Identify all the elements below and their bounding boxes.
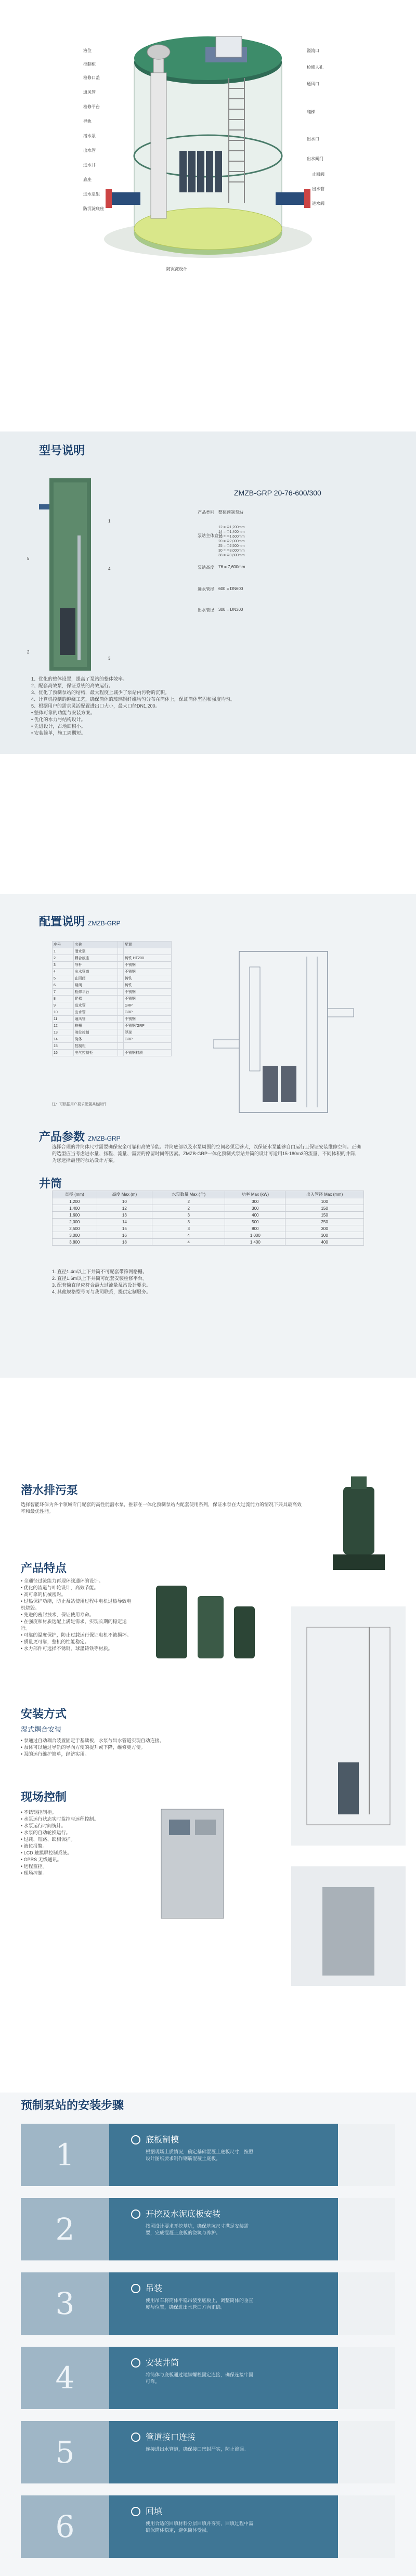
pump-feature: • 全通径过流能力再现环线通环的设计。 (21, 1578, 103, 1584)
install-step (21, 2421, 395, 2483)
pump-station-cutaway-illustration (0, 0, 416, 283)
model-feature: • 整体可靠的功能与安装方案。 (31, 710, 95, 715)
config-cell: 爬梯 (73, 996, 118, 1002)
config-col: 序号 (53, 942, 74, 948)
install-step-body (109, 2198, 338, 2260)
params-heading (39, 1128, 121, 1144)
well-cell: 4 (152, 1239, 225, 1246)
config-table-row (53, 1029, 172, 1036)
step-check-icon (131, 2433, 140, 2442)
well-cell: 150 (285, 1205, 364, 1212)
well-cell: 4 (152, 1232, 225, 1239)
config-cell: 6 (53, 982, 74, 989)
control-item: • 液位报警。 (21, 1843, 47, 1849)
well-table-header (53, 1191, 364, 1198)
config-table-row (53, 1023, 172, 1029)
install-step-number: 6 (21, 2495, 109, 2558)
control-item: • GPRS 无线通讯。 (21, 1857, 62, 1862)
config-cell: 4 (53, 969, 74, 975)
pump-feature: • 高可靠的机械密封。 (21, 1592, 66, 1597)
config-cell: 进水管 (73, 1002, 118, 1009)
hero-label-left-5: 检修平台 (83, 104, 100, 109)
config-cell: 潜水泵 (73, 948, 118, 955)
install-mode-item: • 泵通过自动耦合装置固定于基础板，水泵与出水管道实现自动连接。 (21, 1738, 164, 1743)
well-cell: 3 (152, 1212, 225, 1219)
well-cell: 10 (97, 1198, 152, 1205)
config-col: 配置 (123, 942, 171, 948)
config-cell: 9 (53, 1002, 74, 1009)
hero-label-right-4: 爬梯 (307, 110, 315, 114)
hero-section (0, 0, 416, 283)
model-product-type: 整体预制泵站 (218, 510, 243, 515)
model-height-value: 76 = 7,600mm (218, 565, 245, 569)
install-step-illustration (338, 2347, 395, 2409)
install-step-illustration (338, 2272, 395, 2335)
config-cell (118, 1050, 124, 1056)
well-cell: 2 (152, 1198, 225, 1205)
well-cell: 1,400 (53, 1205, 97, 1212)
well-table-row (53, 1205, 364, 1212)
config-table-row (53, 989, 172, 996)
config-cell: 导杆 (73, 962, 118, 969)
model-feature: 1、优化的整体设置，提高了泵站的整体效率。 (31, 676, 128, 682)
config-cell: GRP (123, 1009, 171, 1016)
config-cell: 耦合底座 (73, 955, 118, 962)
config-table-row (53, 1036, 172, 1043)
config-cell: 铸铁 (123, 975, 171, 982)
model-callout-diameter: 泵站主体直径 (198, 533, 223, 538)
well-cell: 13 (97, 1212, 152, 1219)
install-step-number: 3 (21, 2272, 109, 2335)
install-step-title: 底板制模 (146, 2136, 179, 2145)
install-step-desc: 将筒体与底板通过地脚螺栓固定连接，确保连接牢固可靠。 (146, 2372, 254, 2384)
config-cell: 格栅 (73, 1023, 118, 1029)
install-step-title: 安装井筒 (146, 2359, 179, 2368)
pump-feature: • 质量更可靠，整机的性能稳定。 (21, 1639, 89, 1644)
install-step (21, 2272, 395, 2335)
well-table-row (53, 1225, 364, 1232)
params-heading-text: 产品参数 (39, 1130, 85, 1143)
pump-intro: 选择智能环保为各个领域专门配套的高性能潜水泵，推荐在一体化预制泵站内配套使用系列，保证水泵在大过流能力的情况下兼具最高效率和最优性能。 (21, 1502, 302, 1514)
hero-label-right-9: 进水阀 (312, 201, 324, 206)
well-note: 3. 配套筒直径应符合最大过流量泵站设计要求。 (52, 1283, 151, 1288)
install-heading: 预制泵站的安装步骤 (21, 2099, 124, 2112)
hero-label-right-6: 出水阀门 (307, 156, 323, 161)
well-cell: 500 (225, 1219, 285, 1225)
well-cell: 18 (97, 1239, 152, 1246)
well-cell: 400 (285, 1239, 364, 1246)
well-table-row (53, 1198, 364, 1205)
control-item: • 不锈钢控制柜。 (21, 1810, 57, 1815)
config-schematic (213, 936, 364, 1123)
hero-label-left-10: 底座 (83, 177, 92, 182)
config-table-row (53, 1009, 172, 1016)
pump-photo (322, 1476, 395, 1580)
step-check-icon (131, 2284, 140, 2293)
control-install-photo (291, 1866, 406, 1986)
well-table-row (53, 1212, 364, 1219)
hero-label-left-8: 出水管 (83, 148, 96, 153)
config-cell (118, 1023, 124, 1029)
model-side-number-5: 5 (27, 556, 30, 561)
config-cell: 筒体 (73, 1036, 118, 1043)
hero-label-left-2: 控制柜 (83, 62, 96, 67)
well-cell: 1,000 (225, 1232, 285, 1239)
well-note: 4. 其他规格型号可与我司联系，提供定制服务。 (52, 1289, 151, 1294)
model-side-number-1: 1 (108, 519, 111, 524)
model-feature-list (31, 676, 385, 737)
step-check-icon (131, 2135, 140, 2145)
config-cell: GRP (123, 1036, 171, 1043)
config-cell (118, 982, 124, 989)
install-step-title: 开挖及水泥底板安装 (146, 2210, 221, 2219)
install-step-illustration (338, 2421, 395, 2483)
config-cell (118, 996, 124, 1002)
install-step (21, 2495, 395, 2558)
install-step-number: 5 (21, 2421, 109, 2483)
config-table (52, 941, 172, 1056)
hero-bottom-label: 防沉淀设计 (166, 267, 187, 271)
model-diameter-options (218, 525, 245, 558)
config-cell: 15 (53, 1043, 74, 1050)
install-step-desc: 按照设计要求开挖基坑，确保基坑尺寸满足安装需要，完成混凝土底板的浇筑与养护。 (146, 2224, 249, 2235)
config-table-row (53, 955, 172, 962)
well-col: 直径 (mm) (53, 1191, 97, 1198)
pump-install-diagram (291, 1606, 406, 1846)
model-feature: 3、优化了预制泵站的结构，最大程度上减少了泵站内污物的沉积。 (31, 690, 170, 695)
params-heading-sub: ZMZB-GRP (88, 1135, 121, 1142)
model-feature: • 先进设计，占地面积小。 (31, 724, 86, 729)
pump-feature-list (21, 1578, 135, 1652)
pump-section (0, 1471, 416, 2085)
install-step-title: 吊装 (146, 2284, 163, 2293)
install-step (21, 2124, 395, 2186)
config-cell: 铸铁 (123, 982, 171, 989)
control-item: • LCD 触摸屏控制系统。 (21, 1850, 72, 1855)
hero-label-left-7: 潜水泵 (83, 134, 96, 138)
config-table-row (53, 996, 172, 1002)
config-note: 注：可根据用户要求配置其他附件 (52, 1103, 107, 1106)
model-side-number-3: 3 (108, 656, 111, 661)
install-mode-item: • 泵的运行维护简单，经济实用。 (21, 1751, 89, 1757)
config-heading-text: 配置说明 (39, 915, 85, 928)
well-table-row (53, 1232, 364, 1239)
well-cell: 14 (97, 1219, 152, 1225)
control-item: • 过载、短路、缺相保护。 (21, 1837, 75, 1842)
control-cabinet-photo (156, 1804, 229, 1924)
config-cell: 2 (53, 955, 74, 962)
diameter-option: 16 = Φ1,600mm (218, 535, 245, 539)
well-col: 水泵数量 Max (个) (152, 1191, 225, 1198)
pump-feature: • 优化的流道与叶轮设计，高效节能。 (21, 1585, 99, 1590)
config-cell (118, 1036, 124, 1043)
config-cell: 不锈钢 (123, 962, 171, 969)
config-heading-sub: ZMZB-GRP (88, 920, 121, 927)
config-cell: 12 (53, 1023, 74, 1029)
well-col: 高度 Max (m) (97, 1191, 152, 1198)
config-cell: 不锈钢 (123, 1016, 171, 1023)
config-cell (118, 955, 124, 962)
step-check-icon (131, 2507, 140, 2516)
install-step (21, 2198, 395, 2260)
install-step-desc: 使用合适的回填材料分层回填并夯实，回填过程中需确保筒体稳定，避免筒体受损。 (146, 2521, 254, 2533)
config-table-row (53, 962, 172, 969)
hero-label-right-7: 止回阀 (312, 172, 324, 177)
well-cell: 16 (97, 1232, 152, 1239)
config-cell (123, 948, 171, 955)
hero-label-left-9: 进水井 (83, 163, 96, 167)
well-cell: 100 (285, 1198, 364, 1205)
params-text: 选择合理的井筒体尺寸需要确保安全可靠和高效节能。井筒底部以及水泵周围的空间必须足够大，以保证水泵能够自由运行且保证安装维修空间。正确的选型应当考虑进水量、扬程、流量、需要的停留时间等因素。ZMZB-GRP一体化预制式泵站井筒的设计可适用15-180m3的流量，不同体积的井筒，为您选择最佳的泵站设计方案。 (52, 1144, 361, 1163)
config-cell (118, 1029, 124, 1036)
well-cell: 15 (97, 1225, 152, 1232)
install-step-title: 回填 (146, 2507, 163, 2516)
control-item: • 现场控制。 (21, 1871, 47, 1876)
well-cell: 300 (225, 1198, 285, 1205)
hero-label-right-5: 出水口 (307, 137, 319, 141)
config-table-row (53, 982, 172, 989)
well-cell: 2 (152, 1205, 225, 1212)
model-side-number-4: 4 (108, 567, 111, 571)
pump-group-photo (140, 1575, 286, 1679)
well-cell: 2,000 (53, 1219, 97, 1225)
install-step-number: 1 (21, 2124, 109, 2186)
config-cell: 5 (53, 975, 74, 982)
diameter-option: 30 = Φ3,000mm (218, 549, 245, 553)
config-cell (123, 1043, 171, 1050)
model-callout-inlet: 进水管径 (198, 587, 214, 592)
install-step-body (109, 2347, 338, 2409)
config-table-row (53, 1002, 172, 1009)
well-cell: 1,600 (53, 1212, 97, 1219)
install-step-body (109, 2495, 338, 2558)
diameter-option: 25 = Φ2,500mm (218, 544, 245, 548)
config-cell: GRP (123, 1002, 171, 1009)
config-cell (118, 1016, 124, 1023)
config-table-row (53, 1043, 172, 1050)
well-cell: 400 (225, 1212, 285, 1219)
well-table-row (53, 1239, 364, 1246)
control-item: • 水泵的自动轮换运行。 (21, 1830, 71, 1835)
well-cell: 3,800 (53, 1239, 97, 1246)
hero-label-right-1: 溢流口 (307, 48, 319, 53)
install-step-number: 2 (21, 2198, 109, 2260)
well-note: 1. 直径1.4m以上下井筒不可配套带筛网格栅。 (52, 1269, 148, 1274)
pump-feature: • 过热保护功能，防止泵站使用过程中电机过热导致电机烧毁。 (21, 1599, 132, 1611)
model-feature: • 优化的水力与结构设计。 (31, 717, 86, 722)
config-table-row (53, 1050, 172, 1056)
config-cell (118, 948, 124, 955)
well-cell: 300 (225, 1205, 285, 1212)
config-cell: 不锈钢 (123, 989, 171, 996)
config-cell: 不锈钢 (123, 996, 171, 1002)
well-cell: 1,400 (225, 1239, 285, 1246)
config-cell: 3 (53, 962, 74, 969)
pump-features-heading: 产品特点 (21, 1562, 67, 1575)
pump-feature: • 在强度和材质选配上满足需求，实现长期的稳定运行。 (21, 1619, 127, 1631)
pump-feature: • 先进的密封技术，保证使用寿命。 (21, 1612, 94, 1617)
model-callout-outlet: 出水管径 (198, 608, 214, 612)
model-feature: • 安装简单，施工周期短。 (31, 730, 86, 736)
hero-label-right-8: 出水管 (312, 187, 324, 191)
well-cell: 800 (225, 1225, 285, 1232)
config-cell: 闸阀 (73, 982, 118, 989)
well-cell: 3 (152, 1219, 225, 1225)
config-cell: 10 (53, 1009, 74, 1016)
config-cell (118, 975, 124, 982)
config-cell: 7 (53, 989, 74, 996)
config-col (118, 942, 124, 948)
well-col: 出入管径 Max (mm) (285, 1191, 364, 1198)
config-cell: 止回阀 (73, 975, 118, 982)
install-step-illustration (338, 2198, 395, 2260)
config-col: 名称 (73, 942, 118, 948)
step-check-icon (131, 2209, 140, 2219)
pump-feature: • 可靠的温度保护，防止过载运行保证电机不被损坏。 (21, 1632, 132, 1638)
config-cell: 出水管道 (73, 969, 118, 975)
install-mode-heading: 安装方式 (21, 1707, 67, 1720)
install-step-desc: 根据现场土质情况，确定基础混凝土底板尺寸，按照设计图纸要求制作钢筋混凝土底板。 (146, 2149, 254, 2161)
install-step-desc: 使用吊车将筒体平稳吊装至底板上，调整筒体的垂直度与位置，确保进出水管口方向正确。 (146, 2298, 254, 2310)
well-table-row (53, 1219, 364, 1225)
model-callout-height: 泵站高度 (198, 565, 214, 570)
config-cell (118, 1002, 124, 1009)
config-cell: 铸铁 HT200 (123, 955, 171, 962)
step-check-icon (131, 2358, 140, 2368)
config-table-body (53, 948, 172, 1056)
well-note: 2. 直径1.6m以上下井筒可配套安装检修平台。 (52, 1276, 148, 1281)
config-cell (118, 962, 124, 969)
install-step-desc: 连接进出水管道，确保接口密封严实，防止渗漏。 (146, 2447, 249, 2452)
control-item: • 水泵运行时间统计。 (21, 1823, 66, 1828)
install-step-illustration (338, 2495, 395, 2558)
config-cell (118, 1043, 124, 1050)
model-callout-type: 产品类别 (198, 510, 214, 515)
model-feature: 4、计算机控制的缠绕工艺，确保筒体的玻璃钢纤维均匀分布在筒体上，保证筒体坚固和强度均匀。 (31, 697, 236, 702)
diameter-option: 14 = Φ1,400mm (218, 530, 245, 534)
well-cell: 300 (285, 1232, 364, 1239)
hero-label-right-2: 检修人孔 (307, 65, 323, 70)
install-mode-sub: 湿式耦合安装 (21, 1725, 62, 1733)
config-cell: 不锈钢 (123, 969, 171, 975)
config-table-row (53, 969, 172, 975)
hero-label-left-11: 进水泵组 (83, 192, 100, 197)
pump-heading: 潜水排污泵 (21, 1484, 79, 1497)
model-heading: 型号说明 (39, 444, 85, 457)
config-cell (118, 969, 124, 975)
model-side-number-2: 2 (27, 650, 30, 655)
well-heading: 井筒 (39, 1177, 62, 1190)
config-cell: 浮球 (123, 1029, 171, 1036)
install-mode-list (21, 1737, 270, 1758)
config-table-header (53, 942, 172, 948)
well-cell: 300 (285, 1225, 364, 1232)
config-cell: 控制柜 (73, 1043, 118, 1050)
config-cell: 不锈钢材质 (123, 1050, 171, 1056)
install-step-body (109, 2272, 338, 2335)
install-step-title: 管道接口连接 (146, 2433, 196, 2442)
install-step-body (109, 2421, 338, 2483)
model-code: ZMZB-GRP 20-76-600/300 (234, 489, 321, 497)
config-table-row (53, 948, 172, 955)
model-section (0, 431, 416, 754)
config-cell (118, 989, 124, 996)
pump-feature: • 水力部件可选择不锈钢、球墨铸铁等材质。 (21, 1646, 113, 1651)
well-cell: 2,500 (53, 1225, 97, 1232)
model-feature: 2、配套高效泵，保证系统的高效运行。 (31, 683, 114, 688)
config-cell: 出水管 (73, 1009, 118, 1016)
well-col: 功率 Max (kW) (225, 1191, 285, 1198)
well-cell: 1,200 (53, 1198, 97, 1205)
diameter-option: 12 = Φ1,200mm (218, 526, 245, 529)
config-cell: 通风管 (73, 1016, 118, 1023)
well-table (52, 1191, 364, 1246)
well-cell: 3 (152, 1225, 225, 1232)
hero-label-left-1: 液位 (83, 48, 92, 53)
config-cell: 16 (53, 1050, 74, 1056)
config-cell: 13 (53, 1029, 74, 1036)
hero-label-right-3: 通风口 (307, 82, 319, 86)
config-cell: 14 (53, 1036, 74, 1043)
config-table-row (53, 975, 172, 982)
hero-label-left-6: 导轨 (83, 119, 92, 124)
install-step-body (109, 2124, 338, 2186)
hero-label-left-4: 通风管 (83, 90, 96, 95)
hero-label-left-12: 防沉淀底座 (83, 206, 104, 211)
well-cell: 12 (97, 1205, 152, 1212)
config-cell: 检修平台 (73, 989, 118, 996)
config-section (0, 894, 416, 1378)
config-cell: 1 (53, 948, 74, 955)
install-step (21, 2347, 395, 2409)
config-cell (118, 1009, 124, 1016)
model-inlet-value: 600 = DN600 (218, 586, 243, 591)
config-cell: 不锈钢/GRP (123, 1023, 171, 1029)
model-tank-illustration (39, 473, 101, 676)
model-outlet-value: 300 = DN300 (218, 607, 243, 612)
config-cell: 8 (53, 996, 74, 1002)
control-list (21, 1809, 146, 1877)
well-table-body (53, 1198, 364, 1246)
install-mode-item: • 泵体可以通过导轨的导向方便的提升或下降，维修更方便。 (21, 1745, 146, 1750)
config-cell: 11 (53, 1016, 74, 1023)
config-cell: 电气控制柜 (73, 1050, 118, 1056)
hero-label-left-3: 检修口盖 (83, 75, 100, 80)
control-heading: 现场控制 (21, 1790, 67, 1803)
diameter-option: 20 = Φ2,000mm (218, 540, 245, 543)
control-item: • 远程监控。 (21, 1864, 47, 1869)
well-cell: 3,000 (53, 1232, 97, 1239)
well-notes (52, 1269, 364, 1296)
config-heading (39, 913, 121, 929)
well-cell: 150 (285, 1212, 364, 1219)
install-section (0, 2093, 416, 2576)
install-step-illustration (338, 2124, 395, 2186)
diameter-option: 38 = Φ3,800mm (218, 554, 245, 557)
well-cell: 250 (285, 1219, 364, 1225)
config-cell: 液位控制 (73, 1029, 118, 1036)
install-step-number: 4 (21, 2347, 109, 2409)
control-item: • 水泵运行状态实时监控与远程控制。 (21, 1816, 99, 1822)
config-table-row (53, 1016, 172, 1023)
model-feature: 5、根据用户的需求灵活配置进出口大小，最大口径DN1,200。 (31, 703, 160, 709)
